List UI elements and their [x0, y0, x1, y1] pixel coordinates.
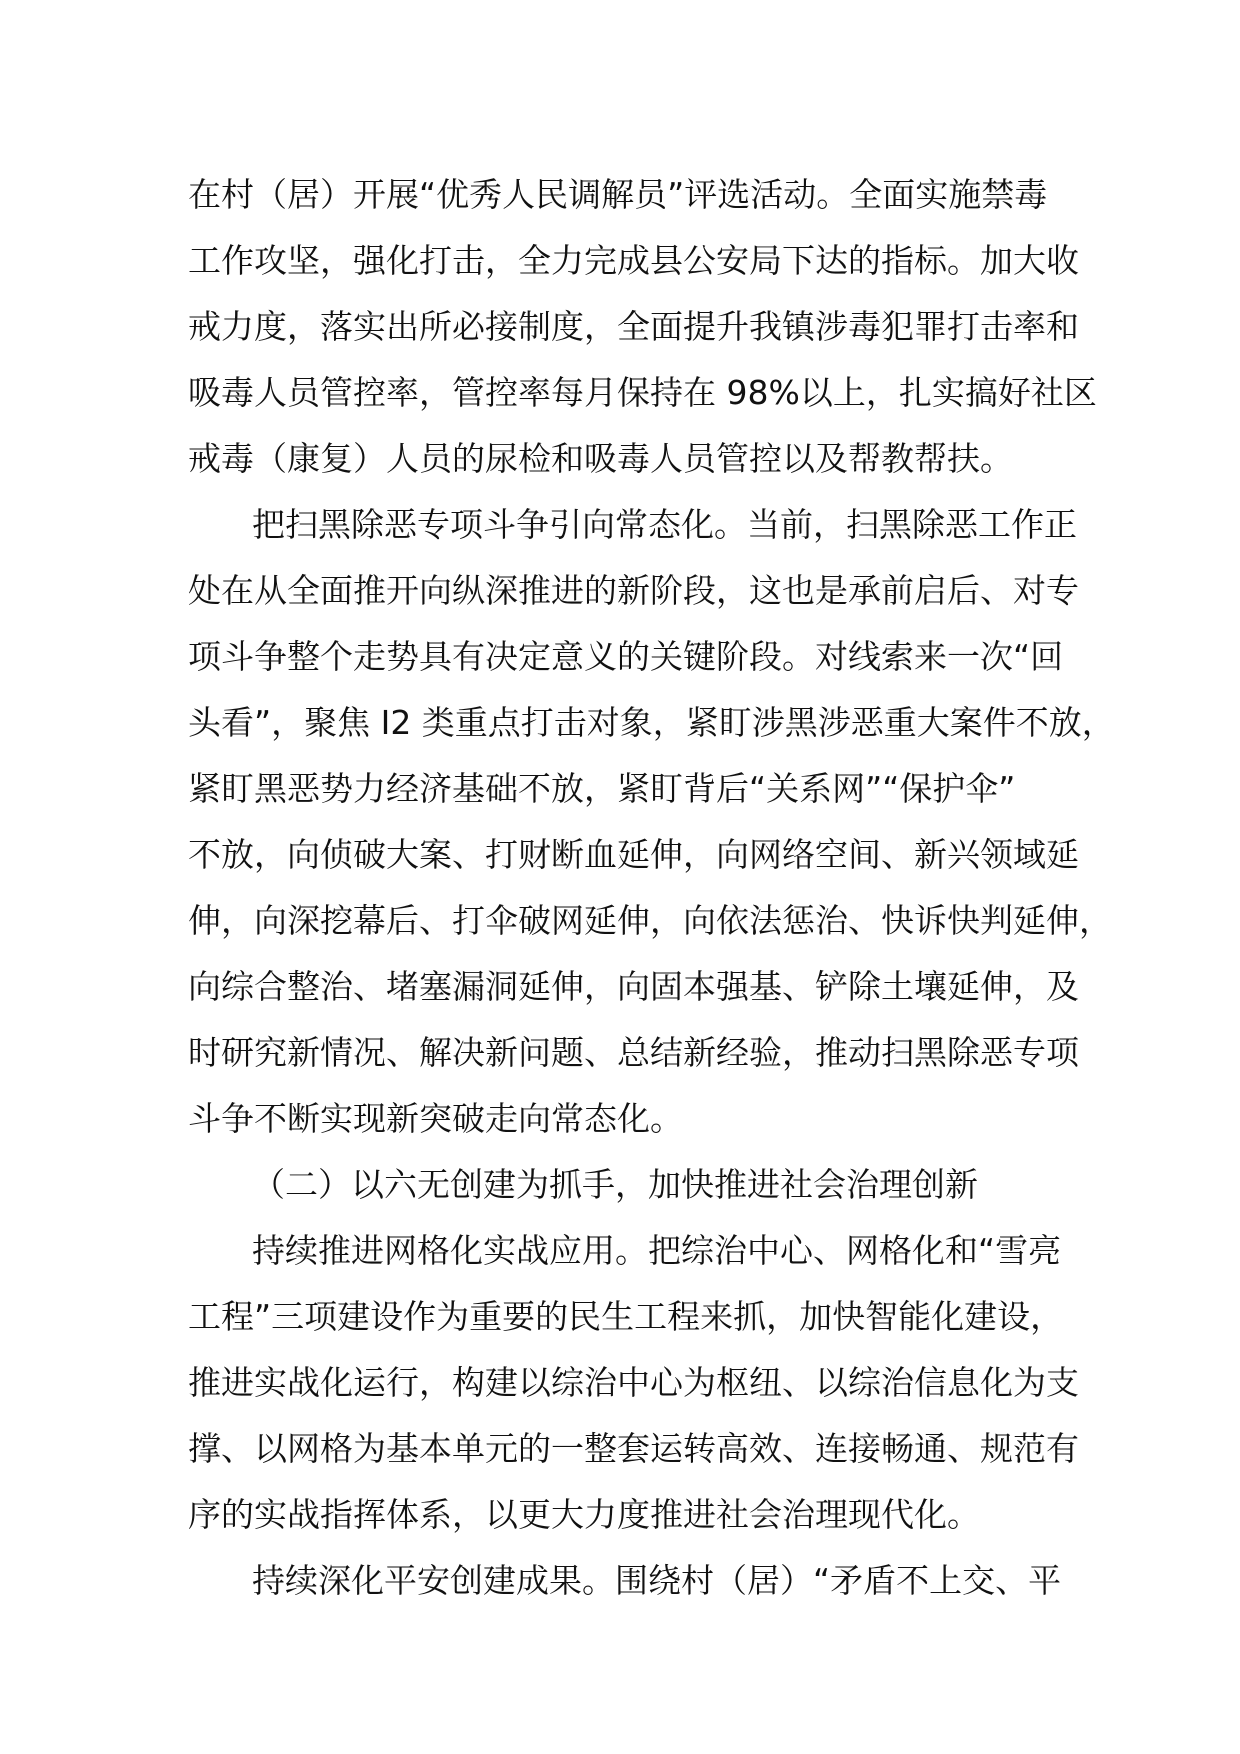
text-line: 紧盯黑恶势力经济基础不放，紧盯背后“关系网”“保护伞” [188, 769, 1016, 808]
text-line: 伸，向深挖幕后、打伞破网延伸，向依法惩治、快诉快判延伸， [188, 901, 1112, 940]
text-line: 吸毒人员管控率，管控率每月保持在 98%以上，扎实搞好社区 [188, 373, 1097, 412]
text-line: 工程”三项建设作为重要的民生工程来抓，加快智能化建设， [188, 1297, 1064, 1336]
text-line: 在村（居）开展“优秀人民调解员”评选活动。全面实施禁毒 [188, 175, 1048, 214]
paragraph-first-line: 把扫黑除恶专项斗争引向常态化。当前，扫黑除恶工作正 [252, 505, 1077, 544]
paragraph-first-line: 持续推进网格化实战应用。把综治中心、网格化和“雪亮 [252, 1231, 1062, 1270]
paragraph-first-line: 持续深化平安创建成果。围绕村（居）“矛盾不上交、平 [252, 1561, 1062, 1600]
text-line: 向综合整治、堵塞漏洞延伸，向固本强基、铲除土壤延伸，及 [188, 967, 1079, 1006]
text-line: 处在从全面推开向纵深推进的新阶段，这也是承前启后、对专 [188, 571, 1079, 610]
text-line: 序的实战指挥体系，以更大力度推进社会治理现代化。 [188, 1495, 980, 1534]
text-line: 撑、以网格为基本单元的一整套运转高效、连接畅通、规范有 [188, 1429, 1079, 1468]
text-line: 戒毒（康复）人员的尿检和吸毒人员管控以及帮教帮扶。 [188, 439, 1013, 478]
text-line: 推进实战化运行，构建以综治中心为枢纽、以综治信息化为支 [188, 1363, 1079, 1402]
text-line: 不放，向侦破大案、打财断血延伸，向网络空间、新兴领域延 [188, 835, 1079, 874]
text-line: 戒力度，落实出所必接制度，全面提升我镇涉毒犯罪打击率和 [188, 307, 1079, 346]
text-line: 斗争不断实现新突破走向常态化。 [188, 1099, 683, 1138]
text-line: 工作攻坚，强化打击，全力完成县公安局下达的指标。加大收 [188, 241, 1079, 280]
section-heading: （二）以六无创建为抓手，加快推进社会治理创新 [252, 1165, 978, 1204]
text-line: 时研究新情况、解决新问题、总结新经验，推动扫黑除恶专项 [188, 1033, 1079, 1072]
text-line: 头看”，聚焦 I2 类重点打击对象，紧盯涉黑涉恶重大案件不放， [188, 703, 1115, 742]
document-body [188, 162, 1115, 1614]
text-line: 项斗争整个走势具有决定意义的关键阶段。对线索来一次“回 [188, 637, 1064, 676]
